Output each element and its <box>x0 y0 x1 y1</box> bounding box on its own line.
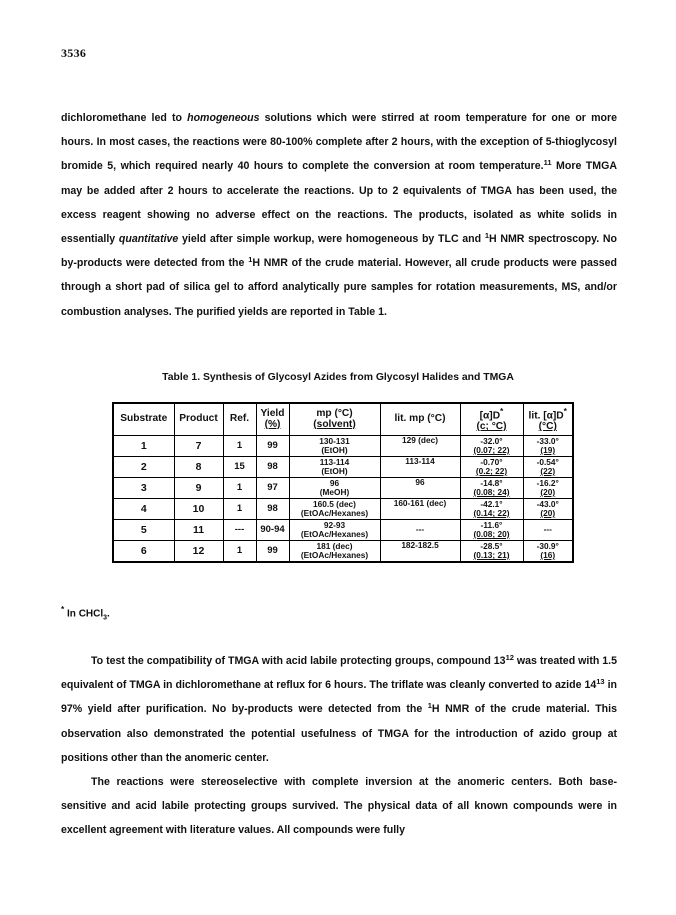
cell-ref: 1 <box>223 478 256 499</box>
cell-lit-mp: 129 (dec) <box>380 436 460 457</box>
text-run: was treated with 1.5 equivalent of TMGA in dichloromethane at reflux for 6 hours. The triflate was cleanly converted to azide <box>61 655 617 692</box>
cell-lit-mp: 113-114 <box>380 457 460 478</box>
isotope-superscript: 1 <box>427 701 432 711</box>
header-rotation <box>460 403 523 436</box>
footnote-subscript: 3 <box>103 614 108 622</box>
cell-ref: 1 <box>223 499 256 520</box>
cell-rotation-conditions: (0.07; 22) <box>473 445 510 455</box>
cell-mp-value: 181 (dec) <box>316 540 353 551</box>
header-yield <box>256 403 289 436</box>
footnote-text: . <box>107 608 110 620</box>
cell-rotation-conditions: (0.13; 21) <box>473 550 510 560</box>
cell-rotation-value: -14.8° <box>480 477 503 488</box>
text-run: H NMR spectroscopy. No by-products were detected from the <box>61 233 617 270</box>
cell-rotation <box>460 520 523 541</box>
cell-product: 9 <box>174 478 223 499</box>
cell-product: 7 <box>174 436 223 457</box>
cell-mp-value: 113-114 <box>319 456 350 467</box>
cell-product: 12 <box>174 541 223 563</box>
cell-lit-rotation-value: --- <box>543 524 552 535</box>
cell-lit-mp: 160-161 (dec) <box>380 499 460 520</box>
cell-rotation-value: -42.1° <box>480 498 503 509</box>
cell-lit-rotation <box>523 499 573 520</box>
table-row <box>113 541 573 563</box>
cell-lit-mp: 182-182.5 <box>380 541 460 563</box>
cell-lit-rotation-temp: (22) <box>540 466 556 476</box>
table-row <box>113 499 573 520</box>
text-run: , which required nearly 40 hours to complete the conversion at room temperature. <box>113 160 544 173</box>
table-row <box>113 478 573 499</box>
table-row <box>113 436 573 457</box>
cell-solvent: (EtOAc/Hexanes) <box>300 508 369 518</box>
header-lit-mp: lit. mp (°C) <box>380 403 460 436</box>
cell-mp <box>289 520 380 541</box>
cell-rotation <box>460 436 523 457</box>
emphasis-quantitative: quantitative <box>118 233 179 246</box>
compound-number: 13 <box>493 655 506 667</box>
reference-superscript: 11 <box>543 158 552 168</box>
text-run: solutions which were stirred at room temperature for one or more hours. In most cases, the reactions were 80-100% complete after 2 hours, with the exception of 5-thioglycosyl bromide <box>61 112 617 173</box>
cell-rotation-conditions: (0.2; 22) <box>475 466 508 476</box>
glycosyl-azide-table <box>112 402 574 563</box>
cell-lit-rotation-value: -33.0° <box>536 435 559 446</box>
cell-lit-rotation <box>523 520 573 541</box>
cell-mp-value: 160.5 (dec) <box>313 498 356 509</box>
cell-ref: --- <box>223 520 256 541</box>
header-lit-rotation-line1: lit. [α]D <box>528 410 564 422</box>
header-lit-rotation <box>523 403 573 436</box>
cell-rotation-value: -32.0° <box>480 435 503 446</box>
cell-solvent: (EtOAc/Hexanes) <box>300 550 369 560</box>
cell-rotation-conditions: (0.14; 22) <box>473 508 510 518</box>
page-number: 3536 <box>61 46 87 60</box>
table-row <box>113 457 573 478</box>
header-ref: Ref. <box>223 403 256 436</box>
cell-rotation <box>460 457 523 478</box>
text-run: To test the compatibility of TMGA with acid labile protecting groups, compound <box>91 655 494 667</box>
text-run: dichloromethane led to <box>61 112 188 124</box>
cell-lit-rotation <box>523 541 573 563</box>
cell-solvent: (MeOH) <box>319 487 350 497</box>
footnote-marker: * <box>563 406 567 417</box>
header-mp <box>289 403 380 436</box>
cell-product: 10 <box>174 499 223 520</box>
paragraph-stereoselectivity <box>61 770 617 843</box>
footnote-marker: * <box>61 604 65 614</box>
cell-rotation-conditions: (0.08; 24) <box>473 487 510 497</box>
cell-lit-rotation-value: -0.54° <box>536 456 559 467</box>
reference-superscript: 12 <box>505 653 514 662</box>
cell-lit-rotation <box>523 436 573 457</box>
header-yield-line2: (%) <box>264 418 281 430</box>
cell-rotation-conditions: (0.08; 20) <box>473 529 510 539</box>
table-row <box>113 520 573 541</box>
header-rotation-line1: [α]D <box>479 410 501 422</box>
cell-mp <box>289 436 380 457</box>
emphasis-homogeneous: homogeneous <box>187 112 260 124</box>
header-mp-line1: mp (°C) <box>316 408 353 419</box>
cell-rotation-value: -0.70° <box>480 456 503 467</box>
cell-solvent: (EtOH) <box>321 466 348 476</box>
cell-yield: 98 <box>256 457 289 478</box>
header-mp-line2: (solvent) <box>313 418 356 430</box>
cell-solvent: (EtOAc/Hexanes) <box>300 529 369 539</box>
cell-ref: 1 <box>223 541 256 563</box>
cell-lit-rotation-temp: (20) <box>540 508 556 518</box>
cell-mp <box>289 541 380 563</box>
cell-lit-rotation-temp: (20) <box>540 487 556 497</box>
text-run: The reactions were stereoselective with complete inversion at the anomeric centers. Both base-sensitive and acid labile protecting groups survived. The physical data of all known compounds were in excellent agreement with literature values. All compounds were fully <box>61 776 617 837</box>
text-run: H NMR of the crude material. However, all crude products were passed through a short pad of silica gel to afford analytically pure samples for rotation measurements, MS, and/or combustion analyses. The purified yields are reported in Table 1. <box>61 257 617 318</box>
cell-mp <box>289 478 380 499</box>
text-run: in 97% yield after purification. No by-products were detected from the <box>61 679 617 716</box>
cell-substrate: 4 <box>113 499 174 520</box>
header-product: Product <box>174 403 223 436</box>
cell-lit-mp: --- <box>380 520 460 541</box>
cell-lit-rotation <box>523 457 573 478</box>
isotope-superscript: 1 <box>484 231 489 241</box>
cell-ref: 15 <box>223 457 256 478</box>
reference-superscript: 13 <box>596 677 605 687</box>
cell-rotation <box>460 478 523 499</box>
cell-rotation <box>460 541 523 563</box>
cell-mp-value: 92-93 <box>323 519 346 530</box>
cell-substrate: 2 <box>113 457 174 478</box>
header-yield-line1: Yield <box>260 408 285 419</box>
table-caption: Table 1. Synthesis of Glycosyl Azides from Glycosyl Halides and TMGA <box>162 372 514 383</box>
cell-lit-mp: 96 <box>380 478 460 499</box>
text-run: More TMGA may be added after 2 hours to accelerate the reactions. Up to 2 equivalents of TMGA has been used, the excess reagent showing no adverse effect on the reactions. The products, isolated as white solids in essentially <box>61 160 617 246</box>
cell-yield: 97 <box>256 478 289 499</box>
compound-number: 14 <box>584 679 597 692</box>
table-footnote <box>61 604 110 621</box>
cell-mp <box>289 499 380 520</box>
cell-product: 8 <box>174 457 223 478</box>
header-lit-rotation-line2: (°C) <box>538 421 557 433</box>
cell-yield: 99 <box>256 541 289 563</box>
cell-yield: 99 <box>256 436 289 457</box>
cell-yield: 90-94 <box>256 520 289 541</box>
cell-substrate: 6 <box>113 541 174 563</box>
cell-rotation <box>460 499 523 520</box>
isotope-superscript: 1 <box>248 255 253 265</box>
cell-substrate: 3 <box>113 478 174 499</box>
cell-solvent: (EtOH) <box>321 445 348 455</box>
cell-rotation-value: -11.6° <box>480 519 503 530</box>
cell-rotation-value: -28.5° <box>480 540 503 551</box>
text-run: H NMR of the crude material. This observation also demonstrated the potential usefulness of TMGA for the introduction of azido group at positions other than the anomeric center. <box>61 703 617 764</box>
compound-number: 5 <box>107 160 114 173</box>
cell-substrate: 5 <box>113 520 174 541</box>
cell-substrate: 1 <box>113 436 174 457</box>
cell-lit-rotation-value: -16.2° <box>536 477 559 488</box>
footnote-marker: * <box>500 406 504 417</box>
table-header-row <box>113 403 573 436</box>
cell-yield: 98 <box>256 499 289 520</box>
header-substrate: Substrate <box>113 403 174 436</box>
cell-lit-rotation-temp: (19) <box>540 445 556 455</box>
paragraph-acid-labile-test <box>61 649 617 770</box>
cell-mp-value: 96 <box>329 477 340 488</box>
cell-ref: 1 <box>223 436 256 457</box>
text-run: yield after simple workup, were homogeneous by TLC and <box>178 233 485 246</box>
paragraph-reaction-conditions <box>61 106 617 324</box>
header-rotation-line2: (c; °C) <box>476 421 507 433</box>
cell-lit-rotation-temp: (16) <box>540 550 556 560</box>
footnote-text: In CHCl <box>64 608 104 620</box>
cell-mp-value: 130-131 <box>319 435 350 446</box>
cell-lit-rotation-value: -30.9° <box>536 540 559 551</box>
cell-product: 11 <box>174 520 223 541</box>
cell-mp <box>289 457 380 478</box>
cell-lit-rotation-value: -43.0° <box>536 498 559 509</box>
cell-lit-rotation <box>523 478 573 499</box>
